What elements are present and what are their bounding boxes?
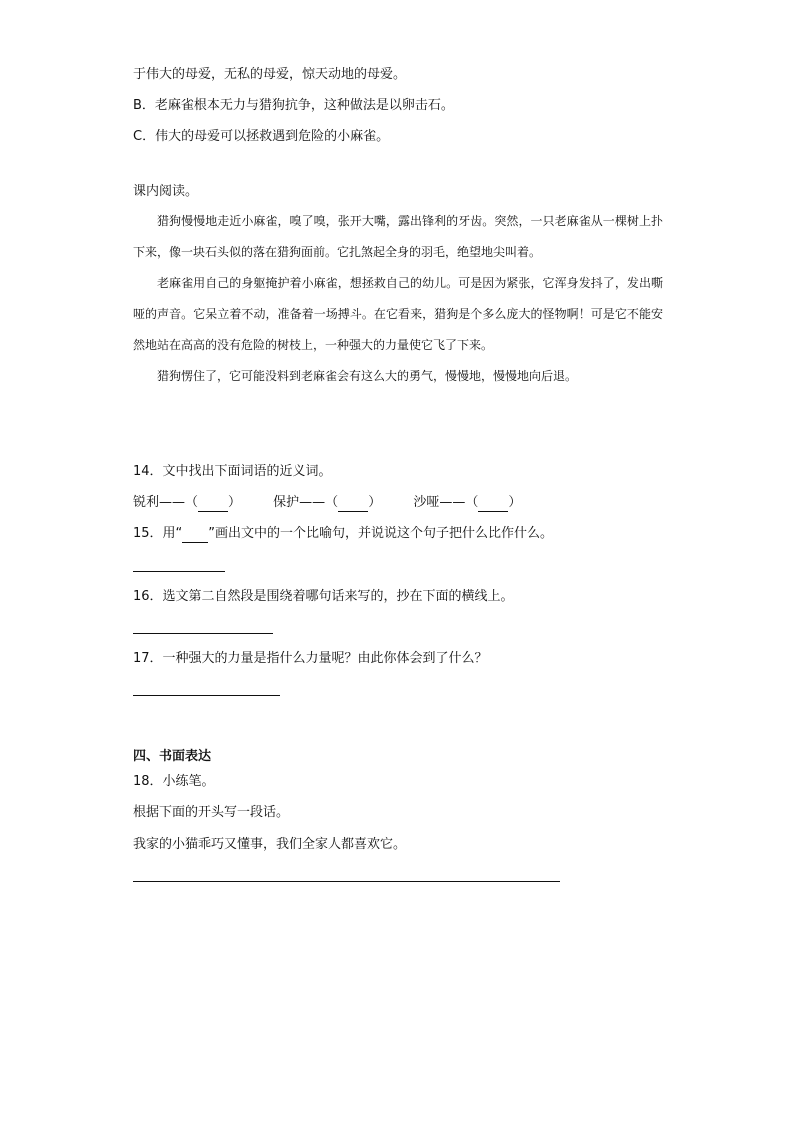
passage-paragraph-2: 老麻雀用自己的身躯掩护着小麻雀，想拯救自己的幼儿。可是因为紧张，它浑身发抖了，发出嘶哑的声音。它呆立着不动，准备着一场搏斗。在它看来，猎狗是个多么庞大的怪物啊！可是它不能安然地站在高高的没有危险的树枝上，一种强大的力量使它飞了下来。 [133, 276, 663, 352]
answer-line-18[interactable] [133, 881, 560, 882]
answer-line-16[interactable] [133, 633, 273, 634]
q14-item-3: 沙哑——（ ） [413, 495, 522, 510]
answer-blank[interactable] [198, 497, 228, 512]
question-14: 14．文中找出下面词语的近义词。 [133, 464, 332, 479]
answer-blank[interactable] [338, 497, 368, 512]
reading-title: 课内阅读。 [133, 184, 199, 199]
section-4-title: 四、书面表达 [133, 749, 212, 764]
option-c: C．伟大的母爱可以拯救遇到危险的小麻雀。 [133, 129, 390, 144]
passage-paragraph-1: 猎狗慢慢地走近小麻雀，嗅了嗅，张开大嘴，露出锋利的牙齿。突然，一只老麻雀从一棵树上扑下来，像一块石头似的落在猎狗面前。它扎煞起全身的羽毛，绝望地尖叫着。 [133, 214, 663, 259]
q14-item-2: 保护——（ ） [273, 495, 382, 510]
q18-opening: 我家的小猫乖巧又懂事，我们全家人都喜欢它。 [133, 837, 407, 852]
question-15: 15．用“ ”画出文中的一个比喻句，并说说这个句子把什么比作什么。 [133, 526, 554, 541]
question-17: 17．一种强大的力量是指什么力量呢？由此你体会到了什么？ [133, 651, 488, 666]
underline-sample [182, 528, 208, 543]
q14-item-1: 锐利——（ ） [133, 495, 242, 510]
q18-instruction: 根据下面的开头写一段话。 [133, 805, 290, 820]
q14-fill-row [133, 494, 549, 512]
reading-passage [133, 206, 663, 392]
passage-paragraph-3: 猎狗愣住了，它可能没料到老麻雀会有这么大的勇气，慢慢地，慢慢地向后退。 [157, 369, 578, 383]
answer-line-15[interactable] [133, 571, 225, 572]
answer-line-17[interactable] [133, 695, 280, 696]
question-18: 18．小练笔。 [133, 774, 215, 789]
intro-line-1: 于伟大的母爱，无私的母爱，惊天动地的母爱。 [133, 67, 407, 82]
question-16: 16．选文第二自然段是围绕着哪句话来写的，抄在下面的横线上。 [133, 589, 514, 604]
option-b: B．老麻雀根本无力与猎狗抗争，这种做法是以卵击石。 [133, 98, 454, 113]
answer-blank[interactable] [478, 497, 508, 512]
